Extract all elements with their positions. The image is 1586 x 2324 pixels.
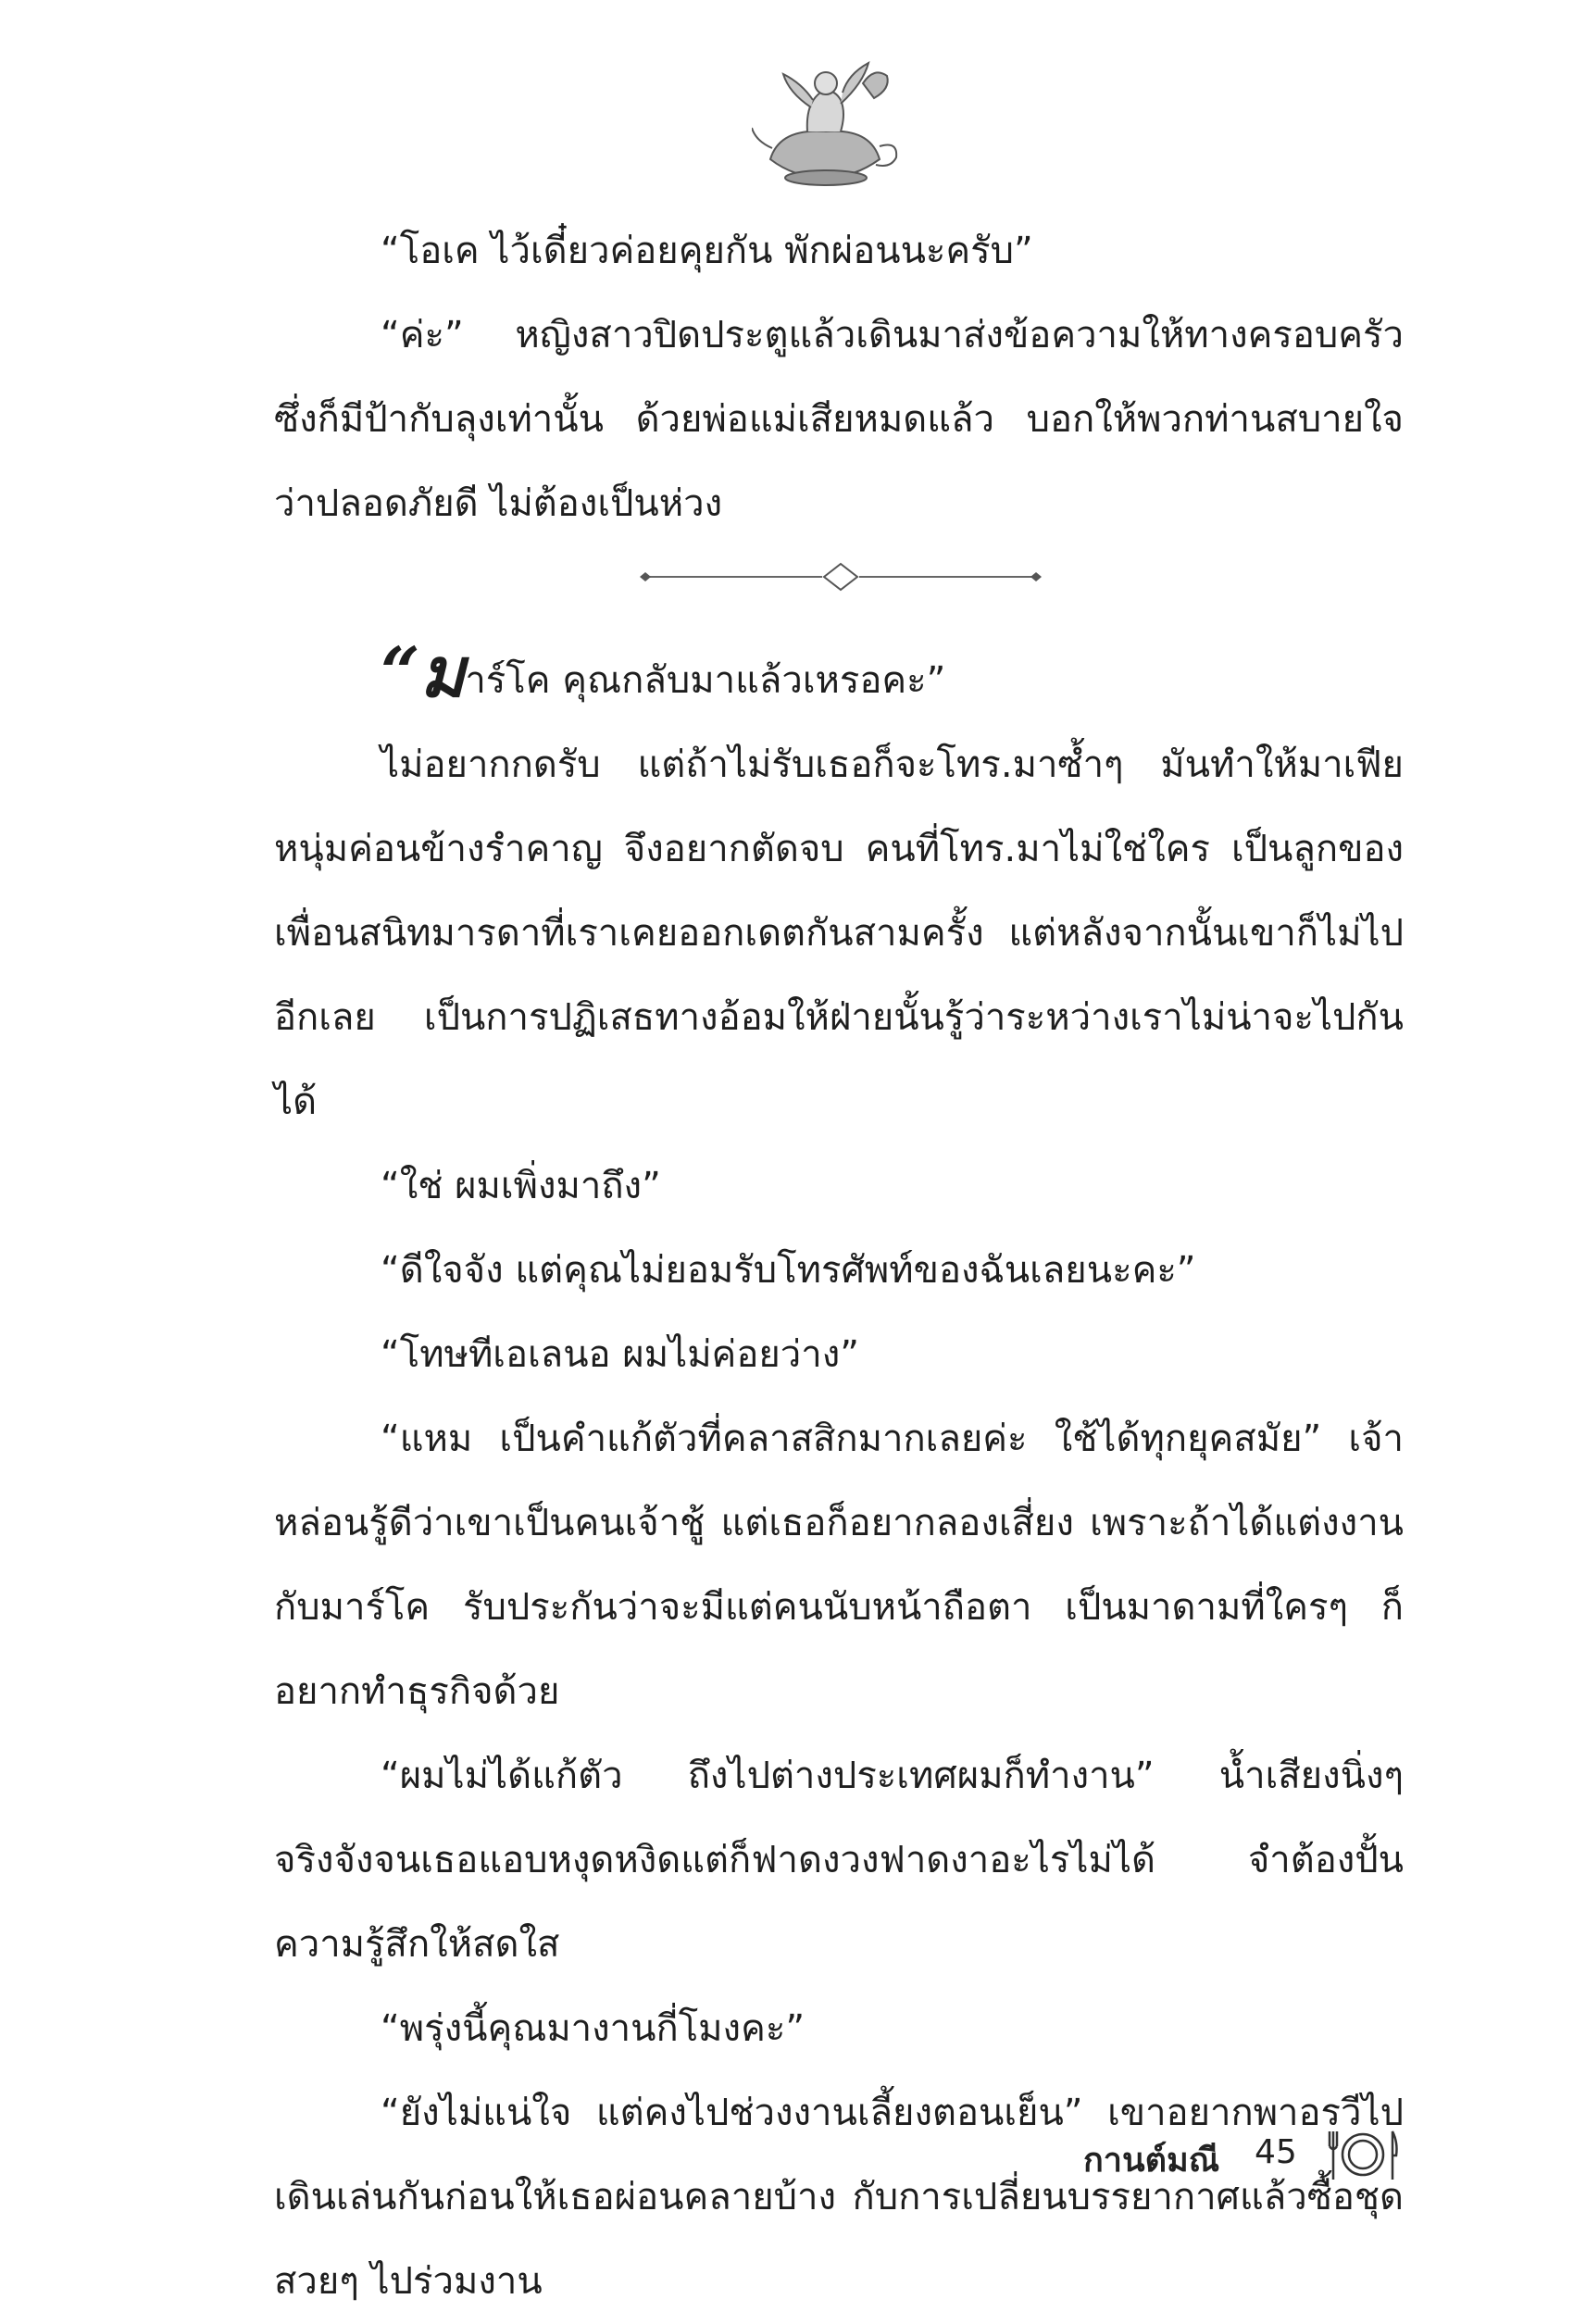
plate-fork-knife-icon (1326, 2122, 1400, 2187)
paragraph: “ค่ะ” หญิงสาวปิดประตูแล้วเดินมาส่งข้อความให้ทางครอบครัวซึ่งก็มีป้ากับลุงเท่านั้น ด้วยพ่อแม่เสียหมดแล้ว บอกให้พวกท่านสบายใจว่าปลอดภัยดี ไม่ต้องเป็นห่วง (274, 314, 1404, 525)
paragraph: ไม่อยากกดรับ แต่ถ้าไม่รับเธอก็จะโทร.มาซ้ำๆ มันทำให้มาเฟียหนุ่มค่อนข้างรำคาญ จึงอยากตัดจบ คนที่โทร.มาไม่ใช่ใคร เป็นลูกของเพื่อนสนิทมารดาที่เราเคยออกเดตกันสามครั้ง แต่หลังจากนั้นเขาก็ไม่ไปอีกเลย เป็นการปฏิเสธทางอ้อมให้ฝ่ายนั้นรู้ว่าระหว่างเราไม่น่าจะไปกันได้ (274, 743, 1404, 1123)
paragraph: “โอเค ไว้เดี๋ยวค่อยคุยกัน พักผ่อนนะครับ” (381, 230, 1033, 272)
paragraph: “ผมไม่ได้แก้ตัว ถึงไปต่างประเทศผมก็ทำงาน” น้ำเสียงนิ่งๆ จริงจังจนเธอแอบหงุดหงิดแต่ก็ฟาดงวงฟาดงาอะไรไม่ได้ จำต้องปั้นความรู้สึกให้สดใส (274, 1755, 1404, 1966)
paragraph: “ใช่ ผมเพิ่งมาถึง” (381, 1165, 661, 1207)
cupid-teapot-icon (752, 56, 900, 194)
page-footer (1083, 2120, 1417, 2194)
section-2 (274, 633, 1404, 2324)
section-1 (274, 209, 1404, 546)
book-title: กานต์มณี (1083, 2142, 1220, 2180)
paragraph: “ยังไม่แน่ใจ แต่คงไปช่วงงานเลี้ยงตอนเย็น” เขาอยากพาอรวีไปเดินเล่นกันก่อนให้เธอผ่อนคลายบ้าง กับการเปลี่ยนบรรยากาศแล้วซื้อชุดสวยๆ ไปร่วมงาน (274, 2092, 1404, 2303)
opening-line-text: าร์โค คุณกลับมาแล้วเหรอคะ” (465, 659, 946, 702)
drop-cap: “ม (381, 633, 466, 713)
paragraph: “ดีใจจัง แต่คุณไม่ยอมรับโทรศัพท์ของฉันเลยนะคะ” (381, 1249, 1196, 1292)
paragraph: “โทษทีเอเลนอ ผมไม่ค่อยว่าง” (381, 1333, 859, 1376)
paragraph: “พรุ่งนี้คุณมางานกี่โมงคะ” (381, 2007, 805, 2050)
diamond-divider-icon (637, 558, 1044, 595)
page-number: 45 (1255, 2133, 1297, 2171)
paragraph: “แหม เป็นคำแก้ตัวที่คลาสสิกมากเลยค่ะ ใช้ได้ทุกยุคสมัย” เจ้าหล่อนรู้ดีว่าเขาเป็นคนเจ้าชู้ แต่เธอก็อยากลองเสี่ยง เพราะถ้าได้แต่งงานกับมาร์โค รับประกันว่าจะมีแต่คนนับหน้าถือตา เป็นมาดามที่ใครๆ ก็อยากทำธุรกิจด้วย (274, 1418, 1404, 1713)
opening-line (274, 633, 1404, 723)
